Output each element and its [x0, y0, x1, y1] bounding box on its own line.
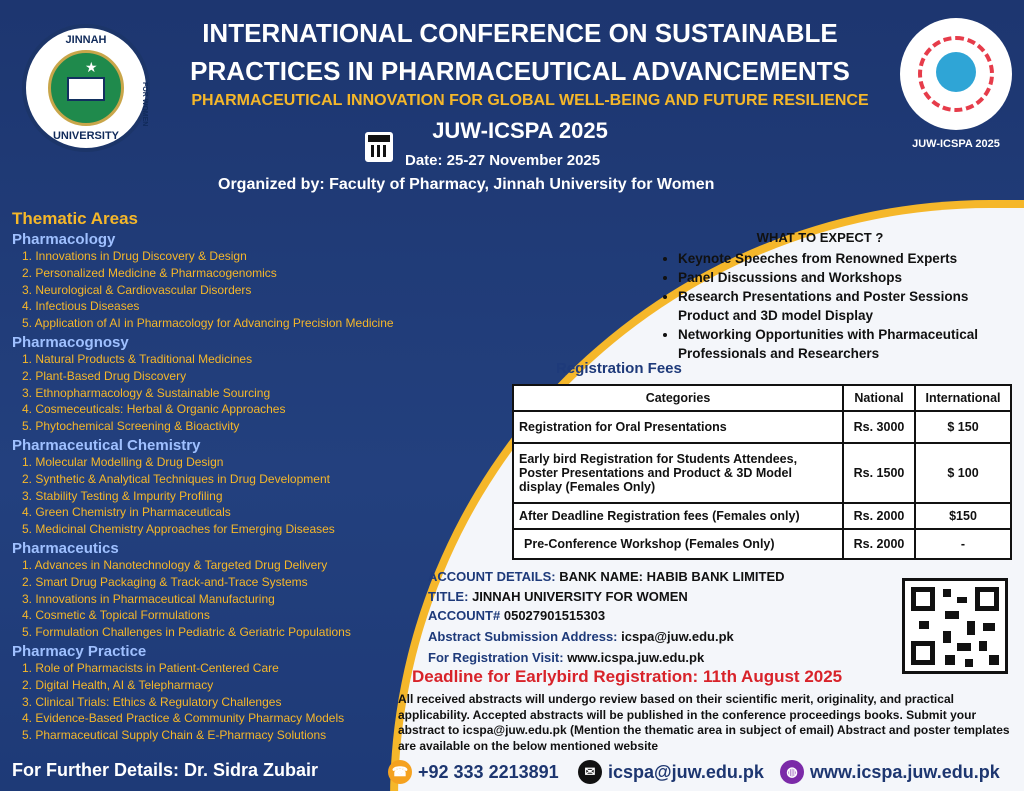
list-item: 4. Infectious Diseases [22, 299, 140, 314]
account-details-label: ACCOUNT DETAILS: [428, 569, 556, 584]
list-item: 4. Green Chemistry in Pharmaceuticals [22, 505, 231, 520]
star-icon: ★ [85, 59, 98, 75]
account-number-label: ACCOUNT# [428, 608, 501, 623]
account-details-value: BANK NAME: HABIB BANK LIMITED [559, 569, 785, 584]
list-item: 2. Personalized Medicine & Pharmacogenomics [22, 265, 277, 280]
fee-international: - [915, 529, 1011, 559]
list-item: 3. Neurological & Cardiovascular Disorders [22, 282, 252, 297]
fee-category: Pre-Conference Workshop (Females Only) [513, 529, 843, 559]
list-item: 1. Role of Pharmacists in Patient-Centered Care [22, 660, 279, 675]
conference-date: Date: 25-27 November 2025 [405, 152, 601, 169]
fee-international: $ 100 [915, 443, 1011, 503]
globe-icon: ◍ [780, 760, 804, 784]
account-title-value: JINNAH UNIVERSITY FOR WOMEN [472, 589, 688, 604]
university-logo [22, 24, 150, 152]
registration-link-label: For Registration Visit: [428, 650, 564, 665]
thematic-heading: Thematic Areas [12, 209, 138, 228]
contact-phone[interactable] [388, 760, 559, 784]
abstract-address-value[interactable]: icspa@juw.edu.pk [621, 629, 734, 644]
earlybird-deadline: Deadline for Earlybird Registration: 11th August 2025 [412, 667, 843, 686]
list-item: 1. Advances in Nanotechnology & Targeted Drug Delivery [22, 557, 328, 572]
conference-logo-caption: JUW-ICSPA 2025 [912, 138, 1000, 150]
list-item: 1. Molecular Modelling & Drug Design [22, 454, 224, 469]
logo-left-side-text: FOR WOMEN [141, 82, 148, 127]
category-pharmacology: Pharmacology [12, 231, 116, 248]
account-title-label: TITLE: [428, 589, 469, 604]
header-categories: Categories [513, 385, 843, 411]
further-details: For Further Details: Dr. Sidra Zubair [12, 760, 319, 780]
table-row [513, 503, 1011, 529]
fees-table [512, 384, 1012, 560]
table-row [513, 411, 1011, 443]
abstract-address [428, 629, 734, 644]
registration-link-value[interactable]: www.icspa.juw.edu.pk [567, 650, 705, 665]
logo-left-bottom-text: UNIVERSITY [52, 130, 119, 142]
conference-logo [900, 18, 1012, 130]
table-row [513, 443, 1011, 503]
list-item: • Panel Discussions and Workshops [678, 268, 1020, 287]
fee-category: After Deadline Registration fees (Females only) [513, 503, 843, 529]
list-item: • Keynote Speeches from Renowned Experts [678, 249, 1020, 268]
list-item: 5. Pharmaceutical Supply Chain & E-Pharmacy Solutions [22, 728, 327, 743]
thematic-areas [12, 209, 432, 744]
list-item: 4. Cosmeceuticals: Herbal & Organic Approaches [22, 402, 286, 417]
fee-national: Rs. 1500 [843, 443, 915, 503]
subtitle: PHARMACEUTICAL INNOVATION FOR GLOBAL WELL-BEING AND FUTURE RESILIENCE [191, 92, 869, 109]
website-url: www.icspa.juw.edu.pk [810, 761, 1000, 782]
conference-code: JUW-ICSPA 2025 [432, 118, 608, 143]
category-pharmaceutics: Pharmaceutics [12, 539, 119, 557]
fee-national: Rs. 2000 [843, 529, 915, 559]
table-header-row [513, 385, 1011, 411]
list-item: 5. Phytochemical Screening & Bioactivity [22, 419, 240, 434]
phone-icon: ☎ [388, 760, 412, 784]
title-line-2: PRACTICES IN PHARMACEUTICAL ADVANCEMENTS [190, 56, 850, 86]
category-pharmaceutical-chemistry: Pharmaceutical Chemistry [12, 436, 201, 454]
category-pharmacy-practice: Pharmacy Practice [12, 642, 147, 660]
header-international: International [915, 385, 1011, 411]
fee-international: $150 [915, 503, 1011, 529]
registration-link [428, 650, 704, 665]
list-item: • Networking Opportunities with Pharmaceutical Professionals and Researchers [678, 325, 1020, 363]
fee-national: Rs. 2000 [843, 503, 915, 529]
list-item: 1. Natural Products & Traditional Medicines [22, 351, 253, 366]
contact-email[interactable] [578, 760, 764, 784]
contact-website[interactable] [780, 760, 1000, 784]
list-item: 5. Application of AI in Pharmacology for Advancing Precision Medicine [22, 316, 394, 331]
list-item: 3. Ethnopharmacology & Sustainable Sourcing [22, 385, 271, 400]
list-item: 5. Medicinal Chemistry Approaches for Emerging Diseases [22, 522, 335, 537]
logo-left-top-text: JINNAH [65, 34, 107, 46]
category-pharmacognosy: Pharmacognosy [12, 333, 129, 351]
account-number [428, 608, 605, 623]
expect-list [660, 249, 1020, 363]
registration-fees-title: Registration Fees [556, 360, 682, 377]
caduceus-icon [936, 52, 976, 92]
abstract-notice: All received abstracts will undergo review based on their scientific merit, originality, and practical applicability. Accepted abstracts will be published in the conference proceedings books. Submit your abstract to icspa@juw.edu.pk (Mention the thematic area in subject of email) Abstract and poster templates are available on the below mentioned website [398, 692, 1010, 753]
list-item: 2. Smart Drug Packaging & Track-and-Trace Systems [22, 574, 308, 589]
phone-number: +92 333 2213891 [418, 761, 559, 782]
account-details [428, 569, 785, 584]
what-to-expect [660, 230, 1020, 363]
fee-category: Early bird Registration for Students Attendees, Poster Presentations and Product & 3D Model display (Females Only) [513, 443, 843, 503]
table-row [513, 529, 1011, 559]
expect-heading: WHAT TO EXPECT ? [756, 230, 884, 245]
fee-category: Registration for Oral Presentations [513, 411, 843, 443]
calendar-icon [365, 132, 393, 162]
fee-national: Rs. 3000 [843, 411, 915, 443]
organizer: Organized by: Faculty of Pharmacy, Jinnah University for Women [218, 176, 715, 193]
list-item: 3. Innovations in Pharmaceutical Manufacturing [22, 591, 275, 606]
list-item: 1. Innovations in Drug Discovery & Design [22, 249, 247, 263]
account-title [428, 589, 688, 604]
email-icon: ✉ [578, 760, 602, 784]
header-national: National [843, 385, 915, 411]
account-number-value: 05027901515303 [503, 608, 606, 623]
list-item: 4. Cosmetic & Topical Formulations [22, 608, 210, 623]
list-item: 3. Clinical Trials: Ethics & Regulatory Challenges [22, 694, 282, 709]
list-item: 2. Plant-Based Drug Discovery [22, 368, 187, 383]
logo-left-emblem [48, 50, 124, 126]
list-item: 2. Synthetic & Analytical Techniques in Drug Development [22, 471, 330, 486]
fee-international: $ 150 [915, 411, 1011, 443]
list-item: 4. Evidence-Based Practice & Community Pharmacy Models [22, 711, 345, 726]
book-icon [67, 77, 105, 101]
email-address: icspa@juw.edu.pk [608, 761, 764, 782]
title-line-1: INTERNATIONAL CONFERENCE ON SUSTAINABLE [202, 18, 838, 48]
list-item: 2. Digital Health, AI & Telepharmacy [22, 677, 214, 692]
abstract-address-label: Abstract Submission Address: [428, 629, 618, 644]
list-item: • Research Presentations and Poster Sessions Product and 3D model Display [678, 287, 1020, 325]
list-item: 3. Stability Testing & Impurity Profiling [22, 488, 223, 503]
list-item: 5. Formulation Challenges in Pediatric & Geriatric Populations [22, 625, 351, 640]
qr-code[interactable] [902, 578, 1008, 674]
